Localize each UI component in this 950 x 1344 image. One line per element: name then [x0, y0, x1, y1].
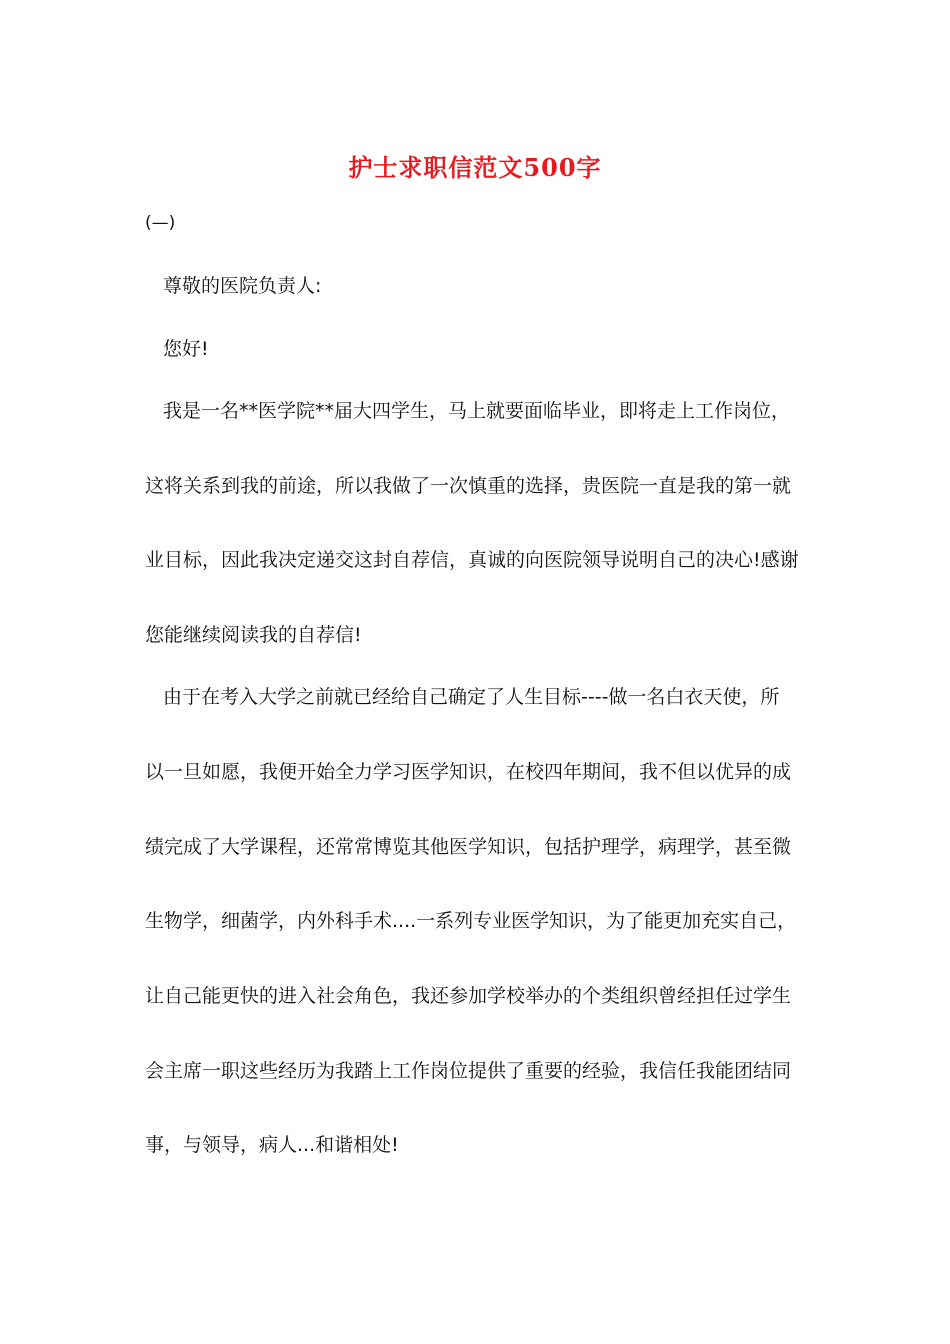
paragraph-line: 这将关系到我的前途，所以我做了一次慎重的选择，贵医院一直是我的第一就	[145, 475, 792, 497]
section-label: (—)	[145, 213, 176, 233]
paragraph-line: 生物学，细菌学，内外科手术....一系列专业医学知识，为了能更加充实自己，	[145, 910, 797, 932]
paragraph-line: 我是一名**医学院**届大四学生，马上就要面临毕业，即将走上工作岗位，	[163, 400, 791, 422]
paragraph-line: 您能继续阅读我的自荐信!	[145, 624, 362, 646]
paragraph-line: 业目标，因此我决定递交这封自荐信，真诚的向医院领导说明自己的决心!感谢	[145, 549, 799, 571]
paragraph-line: 以一旦如愿，我便开始全力学习医学知识，在校四年期间，我不但以优异的成	[145, 761, 792, 783]
paragraph-line: 绩完成了大学课程，还常常博览其他医学知识，包括护理学，病理学，甚至微	[145, 836, 792, 858]
salutation: 尊敬的医院负责人:	[163, 275, 322, 297]
paragraph-line: 让自己能更快的进入社会角色，我还参加学校举办的个类组织曾经担任过学生	[145, 985, 792, 1007]
paragraph-line: 会主席一职这些经历为我踏上工作岗位提供了重要的经验，我信任我能团结同	[145, 1060, 792, 1082]
paragraph-line: 由于在考入大学之前就已经给自己确定了人生目标----做一名白衣天使，所	[163, 686, 780, 708]
paragraph-line: 事，与领导，病人...和谐相处!	[145, 1134, 399, 1156]
greeting: 您好!	[163, 338, 209, 360]
document-title: 护士求职信范文500字	[348, 153, 602, 182]
